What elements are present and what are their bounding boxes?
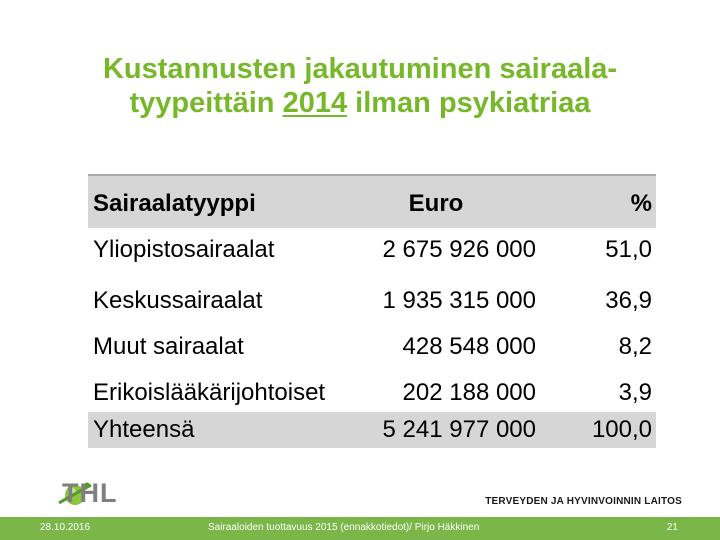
total-type: Yhteensä — [93, 416, 195, 443]
row-type: Erikoislääkärijohtoiset — [93, 379, 326, 406]
row-type: Keskussairaalat — [93, 287, 263, 314]
total-percent: 100,0 — [591, 416, 652, 443]
table-row — [88, 228, 656, 274]
header-hospital-type: Sairaalatyyppi — [93, 190, 256, 217]
title-line-1: Kustannusten jakautuminen sairaala- — [102, 53, 618, 85]
title-line-2 — [20, 86, 700, 120]
logo-text: THL — [62, 478, 118, 508]
footer-bar — [0, 517, 720, 540]
table-row — [88, 366, 656, 412]
row-euro: 202 188 000 — [402, 379, 536, 406]
total-euro: 5 241 977 000 — [382, 416, 536, 443]
table-row — [88, 274, 656, 320]
table-total-row — [88, 412, 656, 448]
organization-name: TERVEYDEN JA HYVINVOINNIN LAITOS — [485, 496, 682, 507]
row-percent: 36,9 — [605, 287, 652, 314]
row-euro: 1 935 315 000 — [382, 287, 536, 314]
row-type: Yliopistosairaalat — [93, 236, 275, 263]
title-line-2-suffix: ilman psykiatriaa — [347, 87, 591, 119]
row-euro: 2 675 926 000 — [382, 236, 536, 263]
footer-center-text: Sairaaloiden tuottavuus 2015 (ennakkotiedot)/ Pirjo Häkkinen — [208, 522, 480, 533]
row-type: Muut sairaalat — [93, 333, 244, 360]
row-percent: 3,9 — [618, 379, 652, 406]
slide-title — [20, 52, 700, 120]
row-percent: 8,2 — [618, 333, 652, 360]
table-header-row — [88, 174, 656, 228]
table-row — [88, 320, 656, 366]
header-euro: Euro — [408, 190, 464, 217]
row-percent: 51,0 — [605, 236, 652, 263]
footer-page-number: 21 — [666, 522, 678, 533]
header-percent: % — [630, 190, 652, 217]
row-euro: 428 548 000 — [402, 333, 536, 360]
cost-table — [88, 174, 656, 448]
footer-date: 28.10.2016 — [40, 522, 91, 533]
title-line-2-prefix: tyypeittäin — [129, 87, 283, 119]
title-year: 2014 — [282, 87, 348, 119]
